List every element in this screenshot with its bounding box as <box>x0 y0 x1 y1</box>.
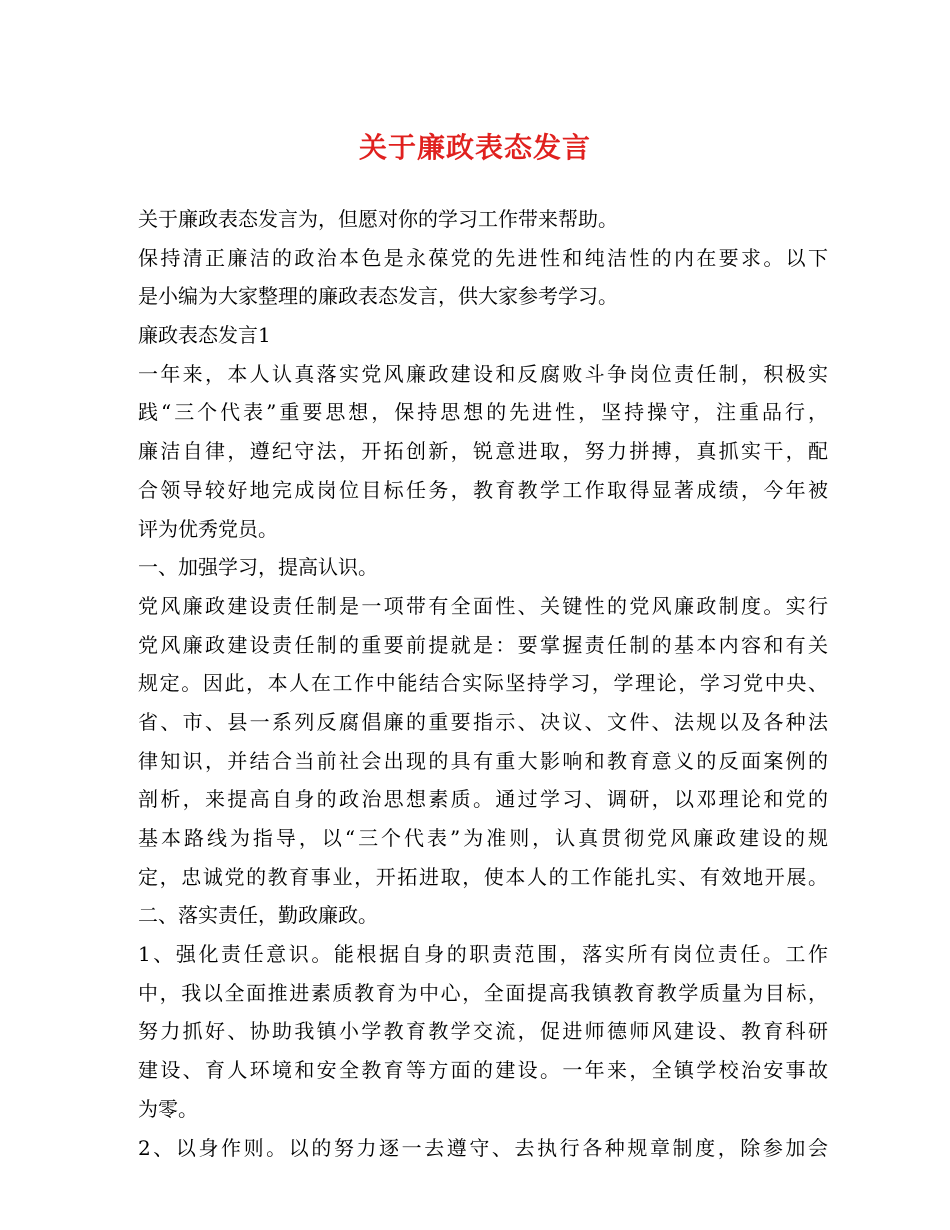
body-line: 定，忠诚党的教育事业，开拓进取，使本人的工作能扎实、有效地开展。 <box>138 864 828 889</box>
body-line: 2、以身作则。以的努力逐一去遵守、去执行各种规章制度，除参加会 <box>138 1135 828 1160</box>
body-line: 省、市、县一系列反腐倡廉的重要指示、决议、文件、法规以及各种法 <box>138 709 828 734</box>
body-line: 合领导较好地完成岗位目标任务，教育教学工作取得显著成绩，今年被 <box>138 477 828 502</box>
body-line: 是小编为大家整理的廉政表态发言，供大家参考学习。 <box>138 284 618 309</box>
document-body <box>138 200 828 1167</box>
body-line: 一年来，本人认真落实党风廉政建设和反腐败斗争岗位责任制，积极实 <box>138 361 828 386</box>
body-line: 保持清正廉洁的政治本色是永葆党的先进性和纯洁性的内在要求。以下 <box>138 245 828 270</box>
body-line: 二、落实责任，勤政廉政。 <box>138 903 378 928</box>
body-line: 党风廉政建设责任制的重要前提就是：要掌握责任制的基本内容和有关 <box>138 632 828 657</box>
body-line: 廉洁自律，遵纪守法，开拓创新，锐意进取，努力拼搏，真抓实干，配 <box>138 439 828 464</box>
body-line: 为零。 <box>138 1096 198 1121</box>
document-title: 关于廉政表态发言 <box>358 131 591 164</box>
body-line: 党风廉政建设责任制是一项带有全面性、关键性的党风廉政制度。实行 <box>138 593 828 618</box>
body-line: 廉政表态发言1 <box>138 323 271 348</box>
body-line: 中，我以全面推进素质教育为中心，全面提高我镇教育教学质量为目标， <box>138 980 828 1005</box>
body-line: 规定。因此，本人在工作中能结合实际坚持学习，学理论，学习党中央、 <box>138 671 828 696</box>
body-line: 建设、育人环境和安全教育等方面的建设。一年来，全镇学校治安事故 <box>138 1058 828 1083</box>
body-line: 践“三个代表”重要思想，保持思想的先进性，坚持操守，注重品行， <box>138 400 828 425</box>
body-line: 基本路线为指导，以“三个代表”为准则，认真贯彻党风廉政建设的规 <box>138 826 828 850</box>
body-line: 评为优秀党员。 <box>138 516 278 541</box>
body-line: 努力抓好、协助我镇小学教育教学交流，促进师德师风建设、教育科研 <box>138 1019 828 1044</box>
body-line: 1、强化责任意识。能根据自身的职责范围，落实所有岗位责任。工作 <box>138 942 828 967</box>
body-line: 律知识，并结合当前社会出现的具有重大影响和教育意义的反面案例的 <box>138 748 828 773</box>
body-line: 一、加强学习，提高认识。 <box>138 555 378 580</box>
body-line: 剖析，来提高自身的政治思想素质。通过学习、调研，以邓理论和党的 <box>138 787 828 812</box>
body-line: 关于廉政表态发言为，但愿对你的学习工作带来帮助。 <box>138 207 618 231</box>
